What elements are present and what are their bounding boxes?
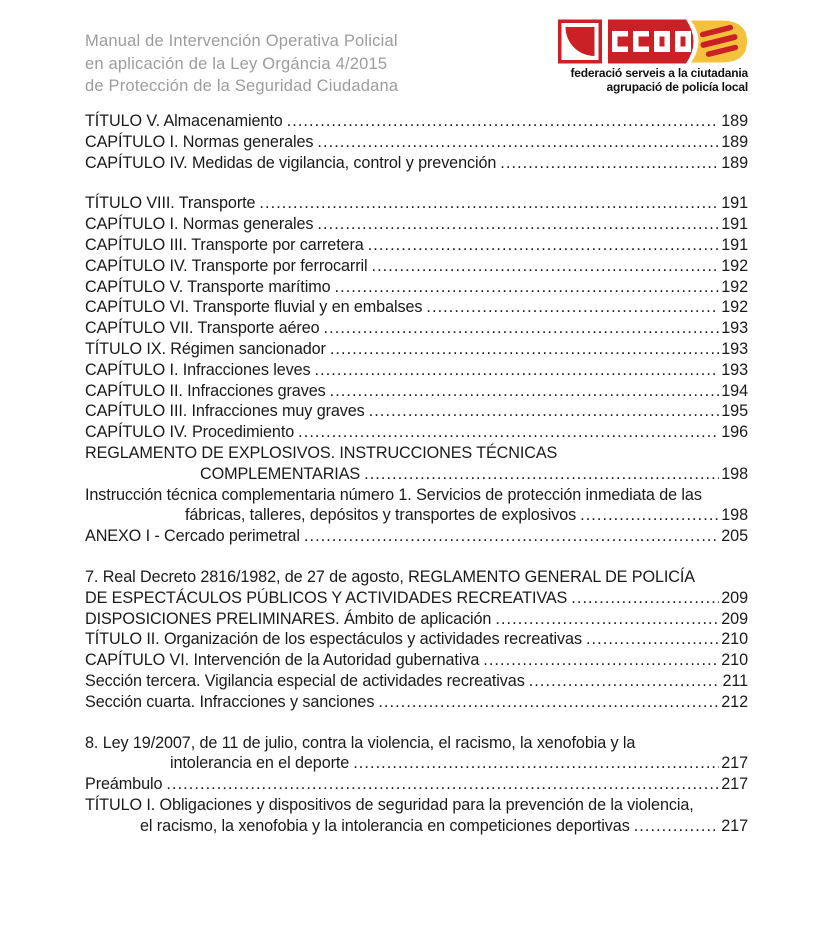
dot-leader — [353, 753, 719, 774]
dot-leader — [634, 816, 720, 837]
dot-leader — [330, 381, 720, 402]
dot-leader — [571, 588, 719, 609]
dot-leader — [298, 422, 719, 443]
dot-leader — [259, 193, 719, 214]
toc-entry-text: ANEXO I - Cercado perimetral — [85, 527, 300, 546]
toc-entry-text: COMPLEMENTARIAS — [200, 464, 361, 483]
dot-leader — [426, 297, 719, 318]
toc-entry-text: CAPÍTULO I. Normas generales — [85, 215, 314, 234]
toc-entry-text: Preámbulo — [85, 775, 163, 794]
toc-entry — [85, 526, 748, 547]
toc-entry-text: intolerancia en el deporte — [170, 754, 350, 773]
toc-entry-text: CAPÍTULO VII. Transporte aéreo — [85, 319, 320, 338]
dot-leader — [304, 526, 719, 547]
toc-entry-text: TÍTULO V. Almacenamiento — [85, 112, 283, 130]
page-number: 189 — [721, 112, 748, 130]
page-number: 210 — [721, 651, 748, 670]
page-number: 195 — [721, 402, 748, 421]
dot-leader — [580, 505, 719, 526]
toc-entry — [85, 753, 748, 774]
toc-entry-text: DISPOSICIONES PRELIMINARES. Ámbito de aplicación — [85, 609, 492, 628]
toc-entry — [85, 318, 748, 339]
page-number: 212 — [721, 692, 748, 711]
page-number: 196 — [721, 423, 748, 442]
toc-entry-text: CAPÍTULO III. Infracciones muy graves — [85, 402, 365, 421]
toc-entry-text: REGLAMENTO DE EXPLOSIVOS. INSTRUCCIONES TÉCNICAS — [85, 443, 558, 462]
toc-entry-text: TÍTULO VIII. Transporte — [85, 194, 256, 213]
dot-leader — [335, 277, 720, 298]
page-number: 217 — [721, 816, 748, 835]
dot-leader — [324, 318, 720, 339]
logo-caption-line2: agrupació de policía local — [606, 79, 748, 94]
dot-leader — [371, 256, 719, 277]
toc-entry — [85, 381, 748, 402]
dot-leader — [287, 111, 720, 132]
page-number: 198 — [721, 464, 748, 483]
dot-leader — [364, 464, 719, 485]
dot-leader — [368, 235, 720, 256]
dot-leader — [330, 339, 719, 360]
page-number: 193 — [721, 339, 748, 358]
ccoo-logo-graphic — [558, 19, 748, 64]
page-number: 191 — [721, 194, 748, 213]
toc-entry — [85, 671, 748, 692]
toc-entry-text: CAPÍTULO IV. Procedimiento — [85, 423, 295, 442]
table-of-contents — [85, 111, 748, 857]
dot-leader — [586, 629, 719, 650]
dot-leader — [500, 153, 719, 174]
logo-caption-line1: federació serveis a la ciutadania — [570, 66, 748, 80]
toc-entry — [85, 692, 748, 713]
page-header — [0, 0, 818, 111]
page-number: 192 — [721, 277, 748, 296]
toc-group — [85, 733, 748, 837]
toc-entry-text: Sección tercera. Vigilancia especial de actividades recreativas — [85, 671, 525, 690]
toc-entry — [85, 650, 748, 671]
toc-entry-text: DE ESPECTÁCULOS PÚBLICOS Y ACTIVIDADES RECREATIVAS — [85, 588, 568, 607]
toc-entry-text: Instrucción técnica complementaria número 1. Servicios de protección inmediata de las — [85, 485, 702, 504]
toc-entry — [85, 111, 748, 132]
toc-entry — [85, 422, 748, 443]
toc-entry — [85, 214, 748, 235]
ccoo-wordmark-block — [608, 20, 694, 64]
toc-entry-text: 8. Ley 19/2007, de 11 de julio, contra la violencia, el racismo, la xenofobia y la — [85, 733, 636, 752]
toc-entry — [85, 505, 748, 526]
toc-entry — [85, 297, 748, 318]
toc-entry — [85, 485, 748, 506]
dot-leader — [483, 650, 719, 671]
page-number: 205 — [721, 527, 748, 546]
page-number: 192 — [721, 298, 748, 317]
dot-leader — [495, 609, 719, 630]
page-number: 191 — [721, 215, 748, 234]
ccoo-logo — [558, 19, 748, 94]
page-number: 189 — [721, 153, 748, 172]
toc-entry — [85, 360, 748, 381]
dot-leader — [315, 360, 720, 381]
toc-entry — [85, 609, 748, 630]
toc-entry — [85, 795, 748, 816]
toc-entry-text: el racismo, la xenofobia y la intolerancia en competiciones deportivas — [140, 816, 630, 835]
toc-entry-text: CAPÍTULO V. Transporte marítimo — [85, 277, 331, 296]
toc-entry-text: Sección cuarta. Infracciones y sanciones — [85, 692, 375, 711]
page-number: 192 — [721, 256, 748, 275]
toc-group — [85, 111, 748, 173]
dot-leader — [317, 214, 719, 235]
manual-title-line1: Manual de Intervención Operativa Policial — [85, 32, 398, 50]
toc-entry — [85, 774, 748, 795]
toc-entry — [85, 256, 748, 277]
toc-group — [85, 193, 748, 547]
toc-entry-text: CAPÍTULO VI. Transporte fluvial y en embalses — [85, 298, 423, 317]
toc-entry — [85, 629, 748, 650]
toc-entry-text: fábricas, talleres, depósitos y transportes de explosivos — [185, 506, 577, 525]
toc-entry-text: CAPÍTULO II. Infracciones graves — [85, 381, 326, 400]
manual-title — [85, 30, 398, 98]
toc-entry — [85, 277, 748, 298]
page-number: 217 — [721, 754, 748, 773]
page-number: 210 — [721, 630, 748, 649]
dot-leader — [529, 671, 720, 692]
manual-title-line2: en aplicación de la Ley Orgáncia 4/2015 — [85, 54, 388, 73]
toc-entry — [85, 193, 748, 214]
toc-entry — [85, 588, 748, 609]
toc-group — [85, 567, 748, 713]
toc-entry-text: CAPÍTULO I. Normas generales — [85, 132, 314, 151]
toc-entry — [85, 235, 748, 256]
page-number: 209 — [721, 609, 748, 628]
page-number: 194 — [721, 381, 748, 400]
toc-entry-text: CAPÍTULO IV. Transporte por ferrocarril — [85, 256, 368, 275]
page-number: 193 — [721, 360, 748, 379]
toc-entry — [85, 816, 748, 837]
page-number: 217 — [721, 775, 748, 794]
toc-entry-text: CAPÍTULO VI. Intervención de la Autoridad gubernativa — [85, 651, 480, 670]
toc-entry-text: 7. Real Decreto 2816/1982, de 27 de agosto, REGLAMENTO GENERAL DE POLICÍA — [85, 567, 695, 586]
toc-entry-text: TÍTULO II. Organización de los espectáculos y actividades recreativas — [85, 630, 582, 649]
dot-leader — [369, 401, 720, 422]
manual-title-line3: de Protección de la Seguridad Ciudadana — [85, 77, 399, 95]
page-number: 189 — [721, 132, 748, 151]
toc-entry — [85, 464, 748, 485]
dot-leader — [378, 692, 719, 713]
toc-entry-text: TÍTULO I. Obligaciones y dispositivos de seguridad para la prevención de la violencia, — [85, 795, 694, 814]
toc-entry — [85, 443, 748, 464]
toc-entry-text: CAPÍTULO IV. Medidas de vigilancia, control y prevención — [85, 153, 497, 172]
toc-entry — [85, 733, 748, 754]
toc-entry — [85, 153, 748, 174]
page-number: 209 — [721, 588, 748, 607]
toc-entry-text: TÍTULO IX. Régimen sancionador — [85, 339, 326, 358]
page-number: 191 — [721, 235, 748, 254]
dot-leader — [166, 774, 719, 795]
page-number: 193 — [721, 319, 748, 338]
logo-caption — [571, 67, 749, 94]
dot-leader — [317, 132, 719, 153]
toc-entry — [85, 132, 748, 153]
toc-entry-text: CAPÍTULO I. Infracciones leves — [85, 360, 311, 379]
toc-entry — [85, 401, 748, 422]
page-number: 211 — [722, 671, 748, 690]
page-number: 198 — [721, 506, 748, 525]
toc-entry-text: CAPÍTULO III. Transporte por carretera — [85, 235, 364, 254]
toc-entry — [85, 339, 748, 360]
toc-entry — [85, 567, 748, 588]
